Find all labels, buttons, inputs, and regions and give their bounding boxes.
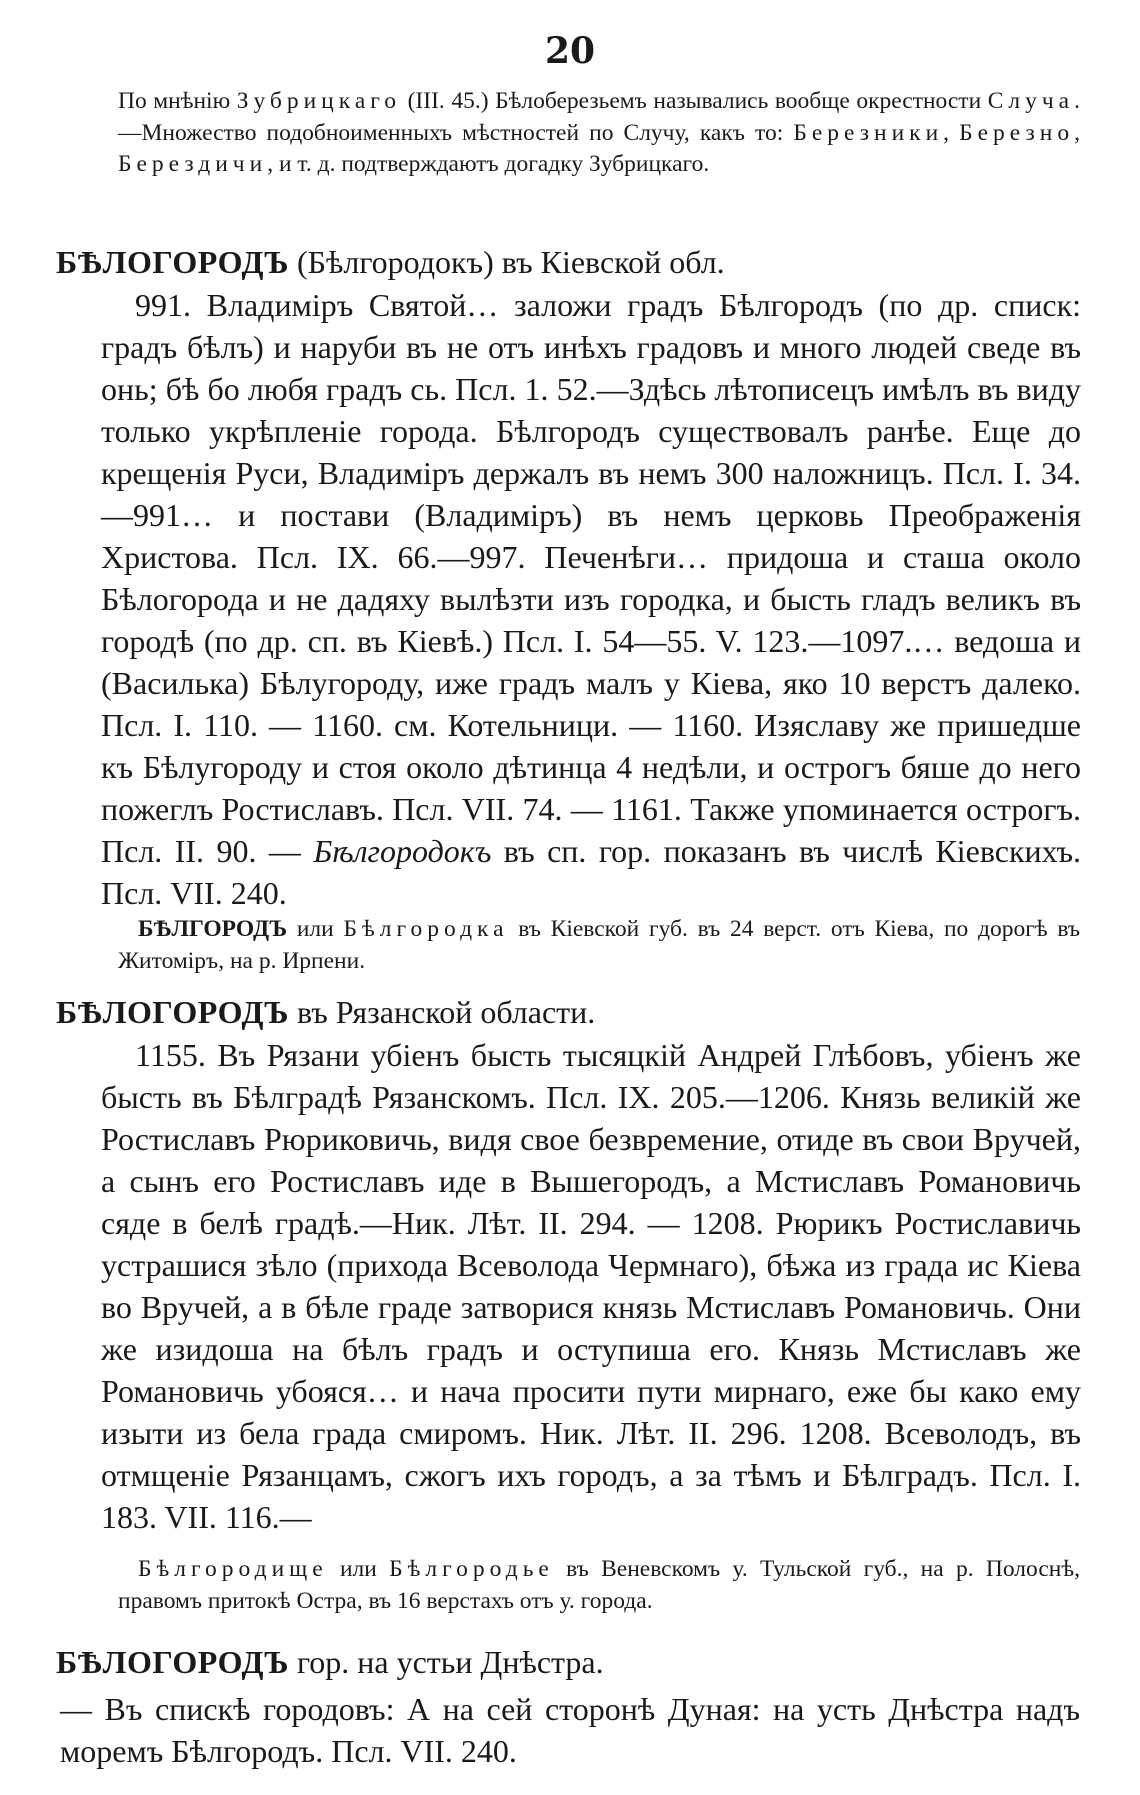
entry-2-headword: БѢЛОГОРОДЪ — [56, 994, 289, 1030]
entry-1-italic-name: Бѣлгородокъ — [313, 833, 492, 869]
entry-2-text: 1155. Въ Рязани убіенъ бысть тысяцкій Андрей Глѣбовъ, убіенъ же бысть въ Бѣлградѣ Рязанскомъ. Псл. IX. 205.—1206. Князь великій же Ростиславъ Рюриковичь, видя свое безвремение, отиде въ свои Вручей, а сынъ его Ростиславъ иде в Вышегородъ, а Мстиславъ Романовичь сяде в белѣ градѣ.—Ник. Лѣт. II. 294. — 1208. Рюрикъ Ростиславичь устрашися зѣло (прихода Всеволода Чермнаго), бѣжа из града ис Кіева во Вручей, а в бѣле граде затворися князь Мстиславъ Романовичь. Они же изидоша на бѣлъ градъ и оступиша его. Князь Мстиславъ же Романовичь убояся… и нача просити пути мирнаго, еже бы како ему изыти из бела града смиромъ. Ник. Лѣт. II. 296. 1208. Всеволодъ, въ отмщеніе Рязанцамъ, сжогъ ихъ городъ, а за тѣмъ и Бѣлградъ. Псл. I. 183. VII. 116.— — [101, 1037, 1081, 1535]
footnote-3-name-1: Бѣлгородище — [138, 1556, 328, 1582]
footnote-2-alt-name: Бѣлгородка — [343, 916, 509, 942]
entry-2-heading — [56, 992, 595, 1032]
footnote-1-sep-1: , — [943, 119, 960, 146]
footnote-1-sep-2: , — [1074, 119, 1081, 146]
footnote-1-name-3: Берездичи — [118, 151, 268, 177]
footnote-2-text-a: или — [287, 916, 344, 942]
entry-2-region: въ Рязанской области. — [288, 994, 596, 1030]
footnote-1-river: Случа — [987, 88, 1075, 114]
footnote-3-name-2: Бѣлгородье — [389, 1556, 554, 1582]
entry-1-region: (Бѣлгородокъ) въ Кіевской обл. — [288, 244, 725, 280]
footnote-1-name-2: Березно — [959, 119, 1075, 146]
footnote-1-text-d: , и т. д. подтверждаютъ догадку Зубрицкаго. — [267, 151, 710, 177]
footnote-1-name-1: Березники — [793, 119, 944, 146]
entry-2-body — [101, 1034, 1081, 1538]
footnote-3-text-b: въ Веневскомъ у. Тульской губ., на р. Полоснѣ, правомъ притокѣ Остра, въ 16 верстахъ отъ у. города. — [118, 1556, 1081, 1614]
entry-3-region: гор. на устьи Днѣстра. — [288, 1644, 604, 1680]
footnote-2-text-b: въ Кіевской губ. въ 24 верст. отъ Кіева, по дорогѣ въ Житоміръ, на р. Ирпени. — [118, 916, 1080, 974]
footnote-1-text-a: По мнѣнію — [118, 88, 237, 114]
entry-1-headword: БѢЛОГОРОДЪ — [56, 244, 289, 280]
entry-1-body — [101, 284, 1081, 914]
footnote-1-text-c: . —Множество подобноименныхъ мѣстностей по Случу, какъ то: — [118, 88, 1080, 146]
entry-1-text-b: въ сп. гор. показанъ въ числѣ Кіевскихъ. Псл. VII. 240. — [101, 833, 1082, 911]
entry-1-heading — [56, 242, 725, 282]
entry-3-text: — Въ спискѣ городовъ: А на сей сторонѣ Дуная: на усть Днѣстра надъ моремъ Бѣлгородъ. Псл. VII. 240. — [60, 1691, 1080, 1769]
footnote-1-text-b: (III. 45.) Бѣлоберезьемъ назывались вообще окрестности — [401, 88, 988, 114]
footnote-2 — [118, 914, 1080, 977]
footnote-2-headword: БѢЛГОРОДЪ — [138, 916, 288, 942]
entry-3-heading — [56, 1642, 604, 1682]
entry-3-body — [60, 1688, 1080, 1772]
page-number: 20 — [544, 30, 596, 72]
footnote-1 — [118, 86, 1080, 181]
entry-1-text-a: 991. Владиміръ Святой… заложи градъ Бѣлгородъ (по др. списк: градъ бѣлъ) и наруби въ не отъ инѣхъ градовъ и много людей сведе въ онь; бѣ бо любя градъ сь. Псл. 1. 52.—Здѣсь лѣтописецъ имѣлъ въ виду только укрѣпленіе города. Бѣлгородъ существовалъ ранѣе. Еще до крещенія Руси, Владиміръ держалъ въ немъ 300 наложницъ. Псл. I. 34.—991… и постави (Владиміръ) въ немъ церковь Преображенія Христова. Псл. IX. 66.—997. Печенѣги… придоша и сташа около Бѣлогорода и не дадяху вылѣзти изъ городка, и бысть гладъ великъ въ городѣ (по др. сп. въ Кіевѣ.) Псл. I. 54—55. V. 123.—1097.… ведоша и (Василька) Бѣлугороду, иже градъ малъ у Кіева, яко 10 верстъ далеко. Псл. I. 110. — 1160. см. Котельници. — 1160. Изяславу же пришедше къ Бѣлугороду и стоя около дѣтинца 4 недѣли, и острогъ бяше до него пожеглъ Ростиславъ. Псл. VII. 74. — 1161. Также упоминается острогъ. Псл. II. 90. — — [101, 287, 1081, 869]
footnote-3 — [118, 1554, 1080, 1617]
footnote-3-text-a: или — [327, 1556, 390, 1582]
entry-3-headword: БѢЛОГОРОДЪ — [56, 1644, 289, 1680]
footnote-1-author: Зубрицкаго — [236, 88, 402, 114]
